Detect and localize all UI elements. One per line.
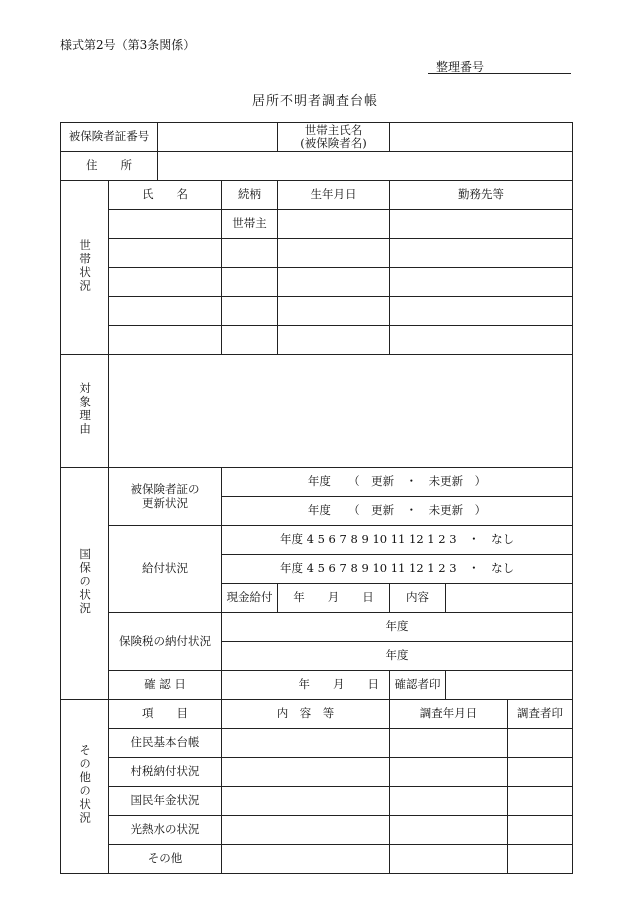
other-date-field[interactable] bbox=[390, 845, 508, 874]
other-row bbox=[61, 845, 573, 874]
relation-field[interactable] bbox=[222, 239, 278, 268]
other-seal-field[interactable] bbox=[508, 787, 573, 816]
relation-field[interactable] bbox=[222, 297, 278, 326]
other-seal-field[interactable] bbox=[508, 758, 573, 787]
birth-field[interactable] bbox=[278, 239, 390, 268]
household-row bbox=[61, 268, 573, 297]
kokuho-section-label: 国保の状況 bbox=[61, 468, 109, 700]
householder-name-label: 世帯主氏名 (被保険者名) bbox=[278, 123, 390, 152]
other-row bbox=[61, 816, 573, 845]
insured-number-label: 被保険者証番号 bbox=[61, 123, 158, 152]
relation-field[interactable] bbox=[222, 268, 278, 297]
col-content-header: 内 容 等 bbox=[222, 700, 390, 729]
benefit-line: 年度 4 5 6 7 8 9 10 11 12 1 2 3 ・ なし bbox=[222, 526, 573, 555]
household-row bbox=[61, 326, 573, 355]
content-label: 内容 bbox=[390, 584, 446, 613]
other-content-field[interactable] bbox=[222, 816, 390, 845]
work-field[interactable] bbox=[390, 210, 573, 239]
other-item-label: 光熱水の状況 bbox=[109, 816, 222, 845]
col-seal-header: 調査者印 bbox=[508, 700, 573, 729]
name-field[interactable] bbox=[109, 297, 222, 326]
confirmer-seal-label: 確認者印 bbox=[390, 671, 446, 700]
other-content-field[interactable] bbox=[222, 787, 390, 816]
other-item-label: 村税納付状況 bbox=[109, 758, 222, 787]
reason-section-label: 対象理由 bbox=[61, 355, 109, 468]
household-row bbox=[61, 297, 573, 326]
address-field[interactable] bbox=[158, 152, 573, 181]
other-seal-field[interactable] bbox=[508, 729, 573, 758]
benefit-line: 年度 4 5 6 7 8 9 10 11 12 1 2 3 ・ なし bbox=[222, 555, 573, 584]
other-section-label: その他の状況 bbox=[61, 700, 109, 874]
other-row bbox=[61, 758, 573, 787]
work-field[interactable] bbox=[390, 297, 573, 326]
name-field[interactable] bbox=[109, 326, 222, 355]
col-date-header: 調査年月日 bbox=[390, 700, 508, 729]
survey-ledger-table bbox=[60, 122, 573, 874]
tax-year-line[interactable]: 年度 bbox=[222, 613, 573, 642]
work-field[interactable] bbox=[390, 268, 573, 297]
reference-number-field[interactable] bbox=[428, 58, 571, 74]
name-field[interactable] bbox=[109, 210, 222, 239]
col-name-header: 氏 名 bbox=[109, 181, 222, 210]
col-item-header: 項 目 bbox=[109, 700, 222, 729]
confirm-date-field[interactable]: 年 月 日 bbox=[222, 671, 390, 700]
cash-benefit-date[interactable]: 年 月 日 bbox=[278, 584, 390, 613]
household-section-label: 世帯状況 bbox=[61, 181, 109, 355]
other-content-field[interactable] bbox=[222, 845, 390, 874]
reference-number-label: 整理番号 bbox=[436, 60, 485, 74]
other-seal-field[interactable] bbox=[508, 816, 573, 845]
work-field[interactable] bbox=[390, 239, 573, 268]
col-work-header: 勤務先等 bbox=[390, 181, 573, 210]
renewal-line: 年度 （ 更新 ・ 未更新 ） bbox=[222, 468, 573, 497]
address-label: 住 所 bbox=[61, 152, 158, 181]
benefit-status-label: 給付状況 bbox=[109, 526, 222, 613]
col-relation-header: 続柄 bbox=[222, 181, 278, 210]
other-row bbox=[61, 787, 573, 816]
birth-field[interactable] bbox=[278, 210, 390, 239]
cash-benefit-label: 現金給付 bbox=[222, 584, 278, 613]
birth-field[interactable] bbox=[278, 268, 390, 297]
relation-field[interactable] bbox=[222, 326, 278, 355]
tax-payment-label: 保険税の納付状況 bbox=[109, 613, 222, 671]
other-content-field[interactable] bbox=[222, 729, 390, 758]
confirm-date-label: 確 認 日 bbox=[109, 671, 222, 700]
other-date-field[interactable] bbox=[390, 729, 508, 758]
other-date-field[interactable] bbox=[390, 758, 508, 787]
other-item-label: 住民基本台帳 bbox=[109, 729, 222, 758]
birth-field[interactable] bbox=[278, 297, 390, 326]
birth-field[interactable] bbox=[278, 326, 390, 355]
document-title: 居所不明者調査台帳 bbox=[251, 94, 378, 109]
renewal-status-label: 被保険者証の 更新状況 bbox=[109, 468, 222, 526]
form-number-label: 様式第2号（第3条関係） bbox=[60, 38, 196, 52]
other-item-label: その他 bbox=[109, 845, 222, 874]
other-date-field[interactable] bbox=[390, 787, 508, 816]
other-item-label: 国民年金状況 bbox=[109, 787, 222, 816]
insured-number-field[interactable] bbox=[158, 123, 278, 152]
content-field[interactable] bbox=[446, 584, 573, 613]
renewal-line: 年度 （ 更新 ・ 未更新 ） bbox=[222, 497, 573, 526]
other-date-field[interactable] bbox=[390, 816, 508, 845]
tax-year-line[interactable]: 年度 bbox=[222, 642, 573, 671]
col-birth-header: 生年月日 bbox=[278, 181, 390, 210]
name-field[interactable] bbox=[109, 268, 222, 297]
other-content-field[interactable] bbox=[222, 758, 390, 787]
relation-cell: 世帯主 bbox=[222, 210, 278, 239]
household-row bbox=[61, 210, 573, 239]
reason-field[interactable] bbox=[109, 355, 573, 468]
confirmer-seal-field[interactable] bbox=[446, 671, 573, 700]
name-field[interactable] bbox=[109, 239, 222, 268]
other-row bbox=[61, 729, 573, 758]
household-row bbox=[61, 239, 573, 268]
work-field[interactable] bbox=[390, 326, 573, 355]
other-seal-field[interactable] bbox=[508, 845, 573, 874]
householder-name-field[interactable] bbox=[390, 123, 573, 152]
